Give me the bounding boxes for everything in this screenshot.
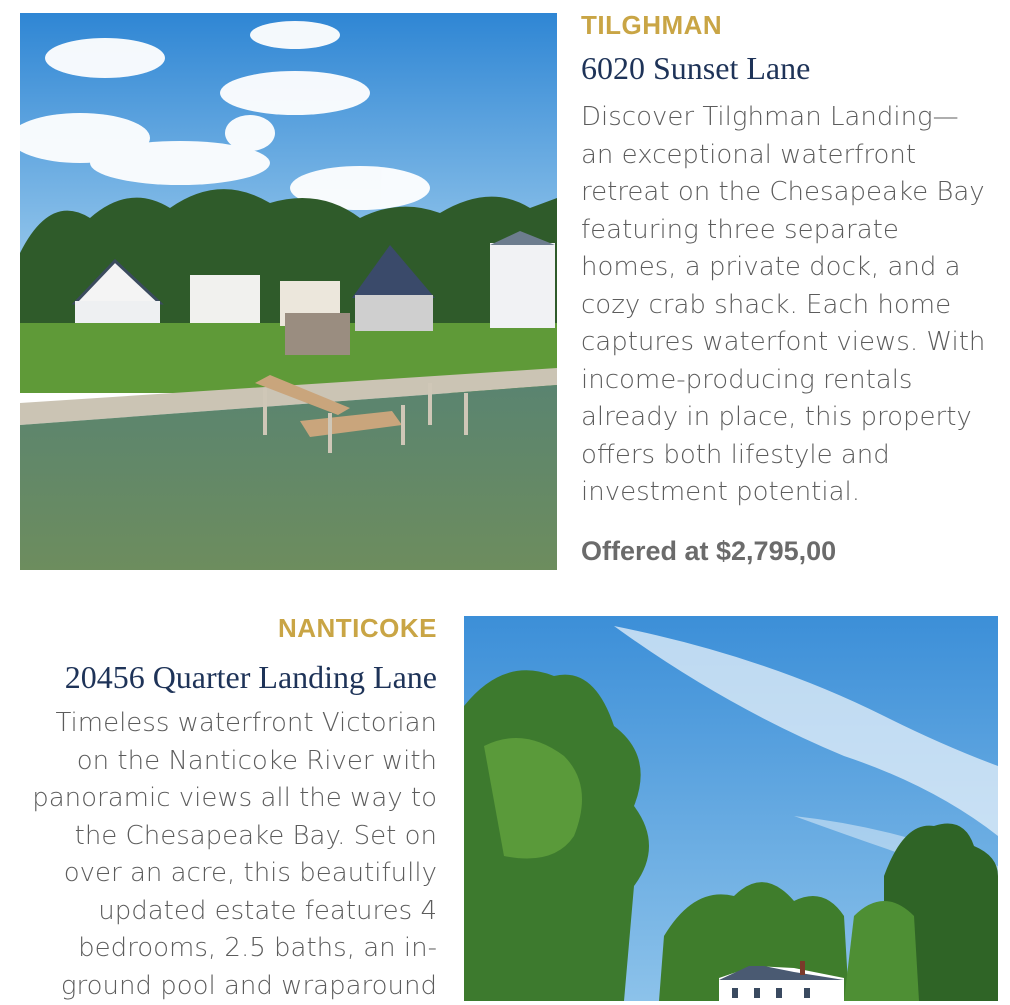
listing-town: TILGHMAN <box>581 10 723 40</box>
listing-price: Offered at $2,795,00 <box>581 536 837 566</box>
listing-photo-nanticoke <box>464 616 998 1001</box>
listing-address: 6020 Sunset Lane <box>581 50 811 86</box>
listing-description: Discover Tilghman Landing— an exceptional waterfront retreat on the Chesapeake Bay featuring three separate homes, a private dock, and a cozy crab shack. Each home captures waterfont views. With income-producing rentals already in place, this property offers both lifestyle and investment potential. <box>581 102 986 507</box>
listing-description: Timeless waterfront Victorian on the Nanticoke River with panoramic views all the way to the Chesapeake Bay. Set on over an acre, this beautifully updated estate features 4 bedrooms, 2.5 baths, an in-ground pool and wraparound <box>32 708 437 1001</box>
listing-town: NANTICOKE <box>277 613 437 643</box>
listing-address: 20456 Quarter Landing Lane <box>64 659 437 695</box>
listing-photo-tilghman <box>20 13 557 570</box>
